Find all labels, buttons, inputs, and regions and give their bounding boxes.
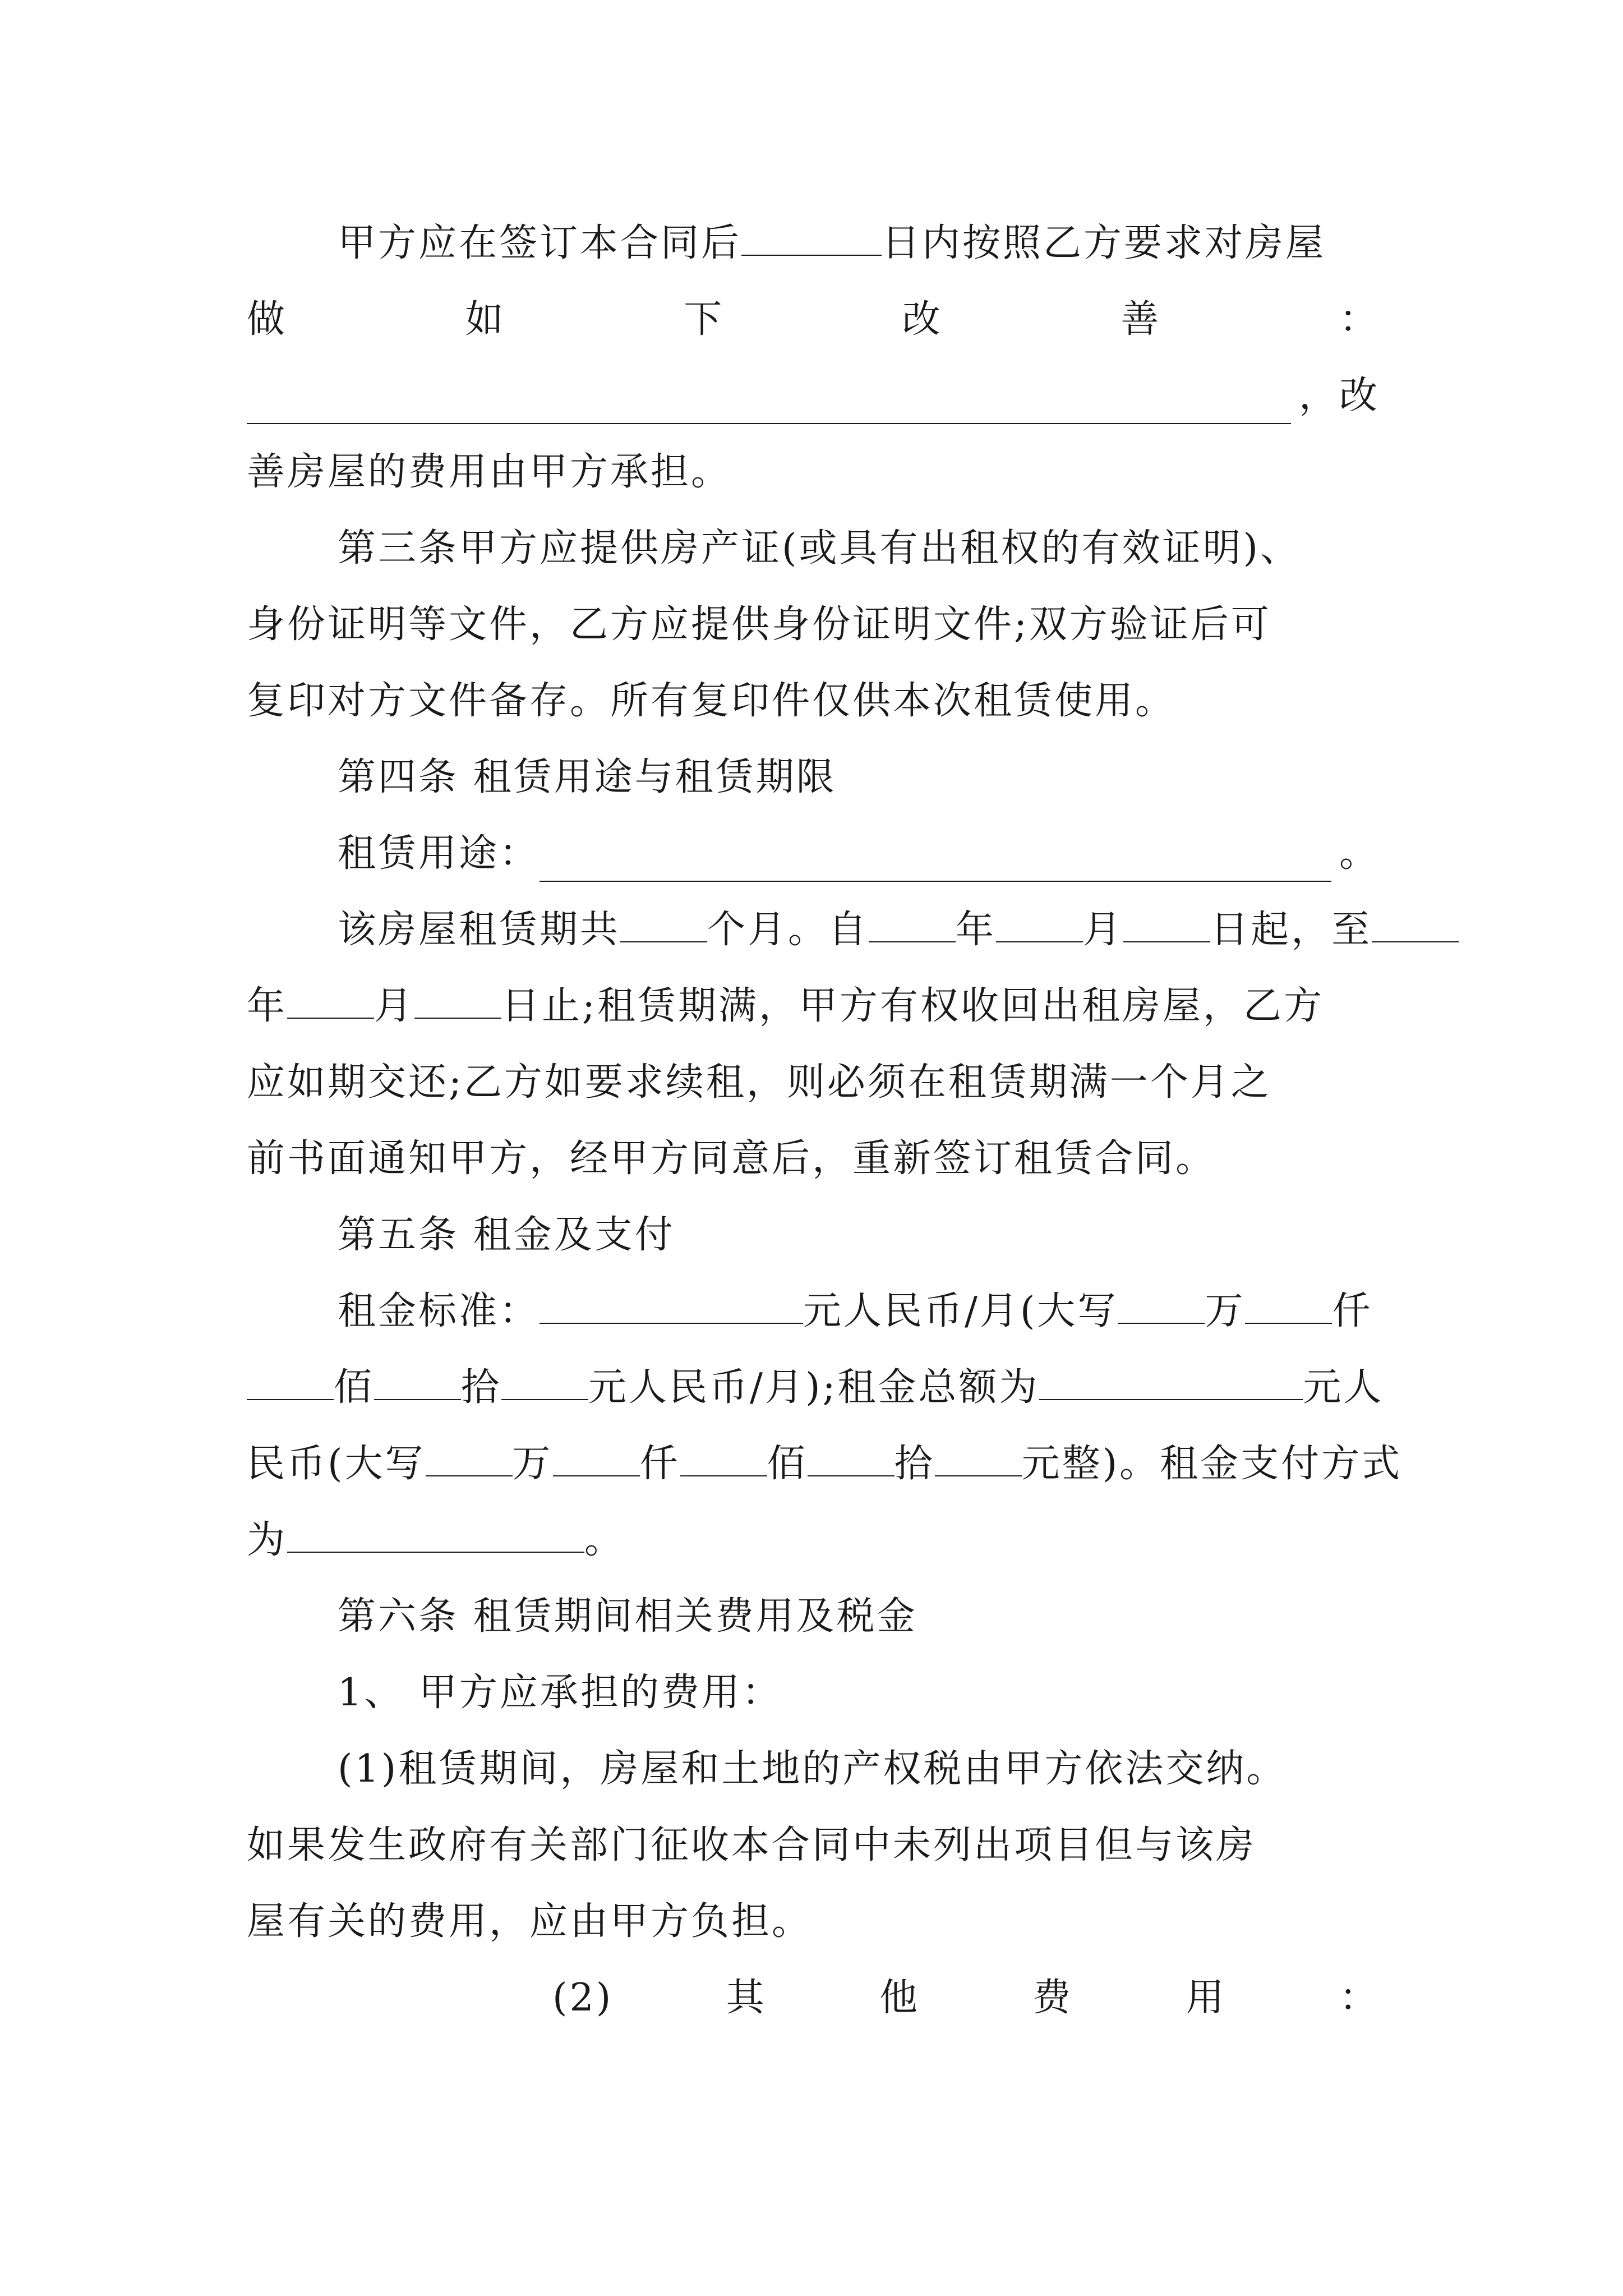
fill-blank	[414, 978, 501, 1019]
text-line	[247, 1436, 1403, 1492]
fill-blank	[247, 384, 1291, 424]
text-segment: 个月。自	[707, 908, 869, 952]
text-line: 1、 甲方应承担的费用：	[338, 1671, 782, 1715]
text-segment: 元人民币/月);租金总额为	[588, 1365, 1040, 1410]
text-segment: (2)	[552, 1976, 614, 2020]
section-heading: 第五条 租金及支付	[338, 1213, 675, 1257]
text-segment: 佰	[767, 1442, 808, 1486]
text-line: 应如期交还;乙方如要求续租，则必须在租赁期满一个月之	[247, 1060, 1271, 1105]
fill-blank	[553, 1436, 640, 1476]
fill-blank	[869, 902, 956, 942]
text-segment: ：	[1339, 1976, 1380, 2020]
section-heading: 第六条 租赁期间相关费用及税金	[338, 1594, 917, 1639]
text-segment: 费	[1032, 1976, 1073, 2020]
text-segment: 元整)。租金支付方式	[1021, 1442, 1403, 1486]
text-segment: 日止;租赁期满，甲方有权收回出租房屋，乙方	[501, 984, 1324, 1028]
text-line	[247, 1360, 1384, 1416]
text-segment: 仟	[639, 1442, 680, 1486]
fill-blank	[808, 1436, 895, 1476]
text-segment: 善	[1121, 297, 1161, 342]
text-line	[247, 1512, 1380, 1568]
text-segment: 年	[247, 984, 288, 1028]
text-segment: 万	[512, 1442, 553, 1486]
fill-blank	[741, 215, 882, 256]
fill-blank	[247, 1360, 334, 1400]
text-line: 前书面通知甲方，经甲方同意后，重新签订租赁合同。	[247, 1137, 1216, 1181]
text-segment: 如	[465, 297, 506, 342]
text-segment: ：	[1339, 297, 1380, 342]
text-segment: 元人民币/月(大写	[803, 1289, 1118, 1333]
text-line	[247, 978, 1380, 1034]
text-segment: 其	[726, 1976, 767, 2020]
fill-blank	[1245, 1283, 1332, 1324]
text-segment: 月	[374, 984, 415, 1028]
fill-blank	[1118, 1283, 1205, 1324]
text-segment: 。	[584, 1518, 625, 1562]
text-segment: 他	[879, 1976, 920, 2020]
text-line: 复印对方文件备存。所有复印件仅供本次租赁使用。	[247, 679, 1176, 723]
fill-blank	[540, 1283, 803, 1324]
text-segment: 年	[956, 908, 997, 952]
fill-blank	[501, 1360, 588, 1400]
text-segment: ，改	[1298, 374, 1380, 418]
text-segment: 元人	[1303, 1365, 1384, 1410]
text-line: (1)租赁期间，房屋和土地的产权税由甲方依法交纳。	[338, 1747, 1287, 1791]
text-segment: 为	[247, 1518, 288, 1562]
text-segment: 拾	[894, 1442, 935, 1486]
fill-blank	[1372, 902, 1459, 942]
text-segment: 日内按照乙方要求对房屋	[882, 221, 1326, 265]
text-segment: 做	[247, 297, 288, 342]
fill-blank	[426, 1436, 513, 1476]
text-segment: 改	[902, 297, 943, 342]
text-segment: 。	[1339, 831, 1380, 876]
text-segment: 租金标准：	[338, 1289, 540, 1333]
text-line: 如果发生政府有关部门征收本合同中未列出项目但与该房	[247, 1823, 1257, 1867]
fill-blank	[680, 1436, 767, 1476]
text-segment: 下	[684, 297, 725, 342]
text-segment: 租赁用途：	[338, 831, 540, 876]
text-line	[338, 902, 1380, 958]
text-line	[338, 1283, 1380, 1340]
fill-blank	[287, 978, 374, 1019]
text-line	[338, 215, 1380, 272]
text-segment: 日起，至	[1210, 908, 1372, 952]
text-segment: 月	[1083, 908, 1124, 952]
text-segment: 甲方应在签订本合同后	[338, 221, 742, 265]
text-segment: 万	[1205, 1289, 1246, 1333]
text-line	[247, 292, 1380, 348]
fill-blank	[1123, 902, 1210, 942]
fill-blank	[935, 1436, 1022, 1476]
fill-blank	[374, 1360, 461, 1400]
text-line	[247, 368, 1380, 424]
text-line	[552, 1970, 1380, 2026]
text-segment: 拾	[461, 1365, 502, 1410]
text-line: 善房屋的费用由甲方承担。	[247, 450, 732, 494]
text-segment: 仟	[1332, 1289, 1373, 1333]
text-line: 屋有关的费用，应由甲方负担。	[247, 1899, 813, 1944]
text-line	[338, 826, 1380, 882]
text-line: 第三条甲方应提供房产证(或具有出租权的有效证明)、	[338, 526, 1301, 570]
fill-blank	[620, 902, 707, 942]
section-heading: 第四条 租赁用途与租赁期限	[338, 755, 837, 799]
text-segment: 民币(大写	[247, 1442, 426, 1486]
text-segment: 用	[1186, 1976, 1227, 2020]
text-line: 身份证明等文件，乙方应提供身份证明文件;双方验证后可	[247, 602, 1271, 647]
text-segment: 佰	[334, 1365, 375, 1410]
fill-blank	[1039, 1360, 1303, 1400]
text-segment: 该房屋租赁期共	[338, 908, 621, 952]
fill-blank	[287, 1512, 584, 1553]
fill-blank	[996, 902, 1083, 942]
fill-blank	[540, 841, 1331, 882]
